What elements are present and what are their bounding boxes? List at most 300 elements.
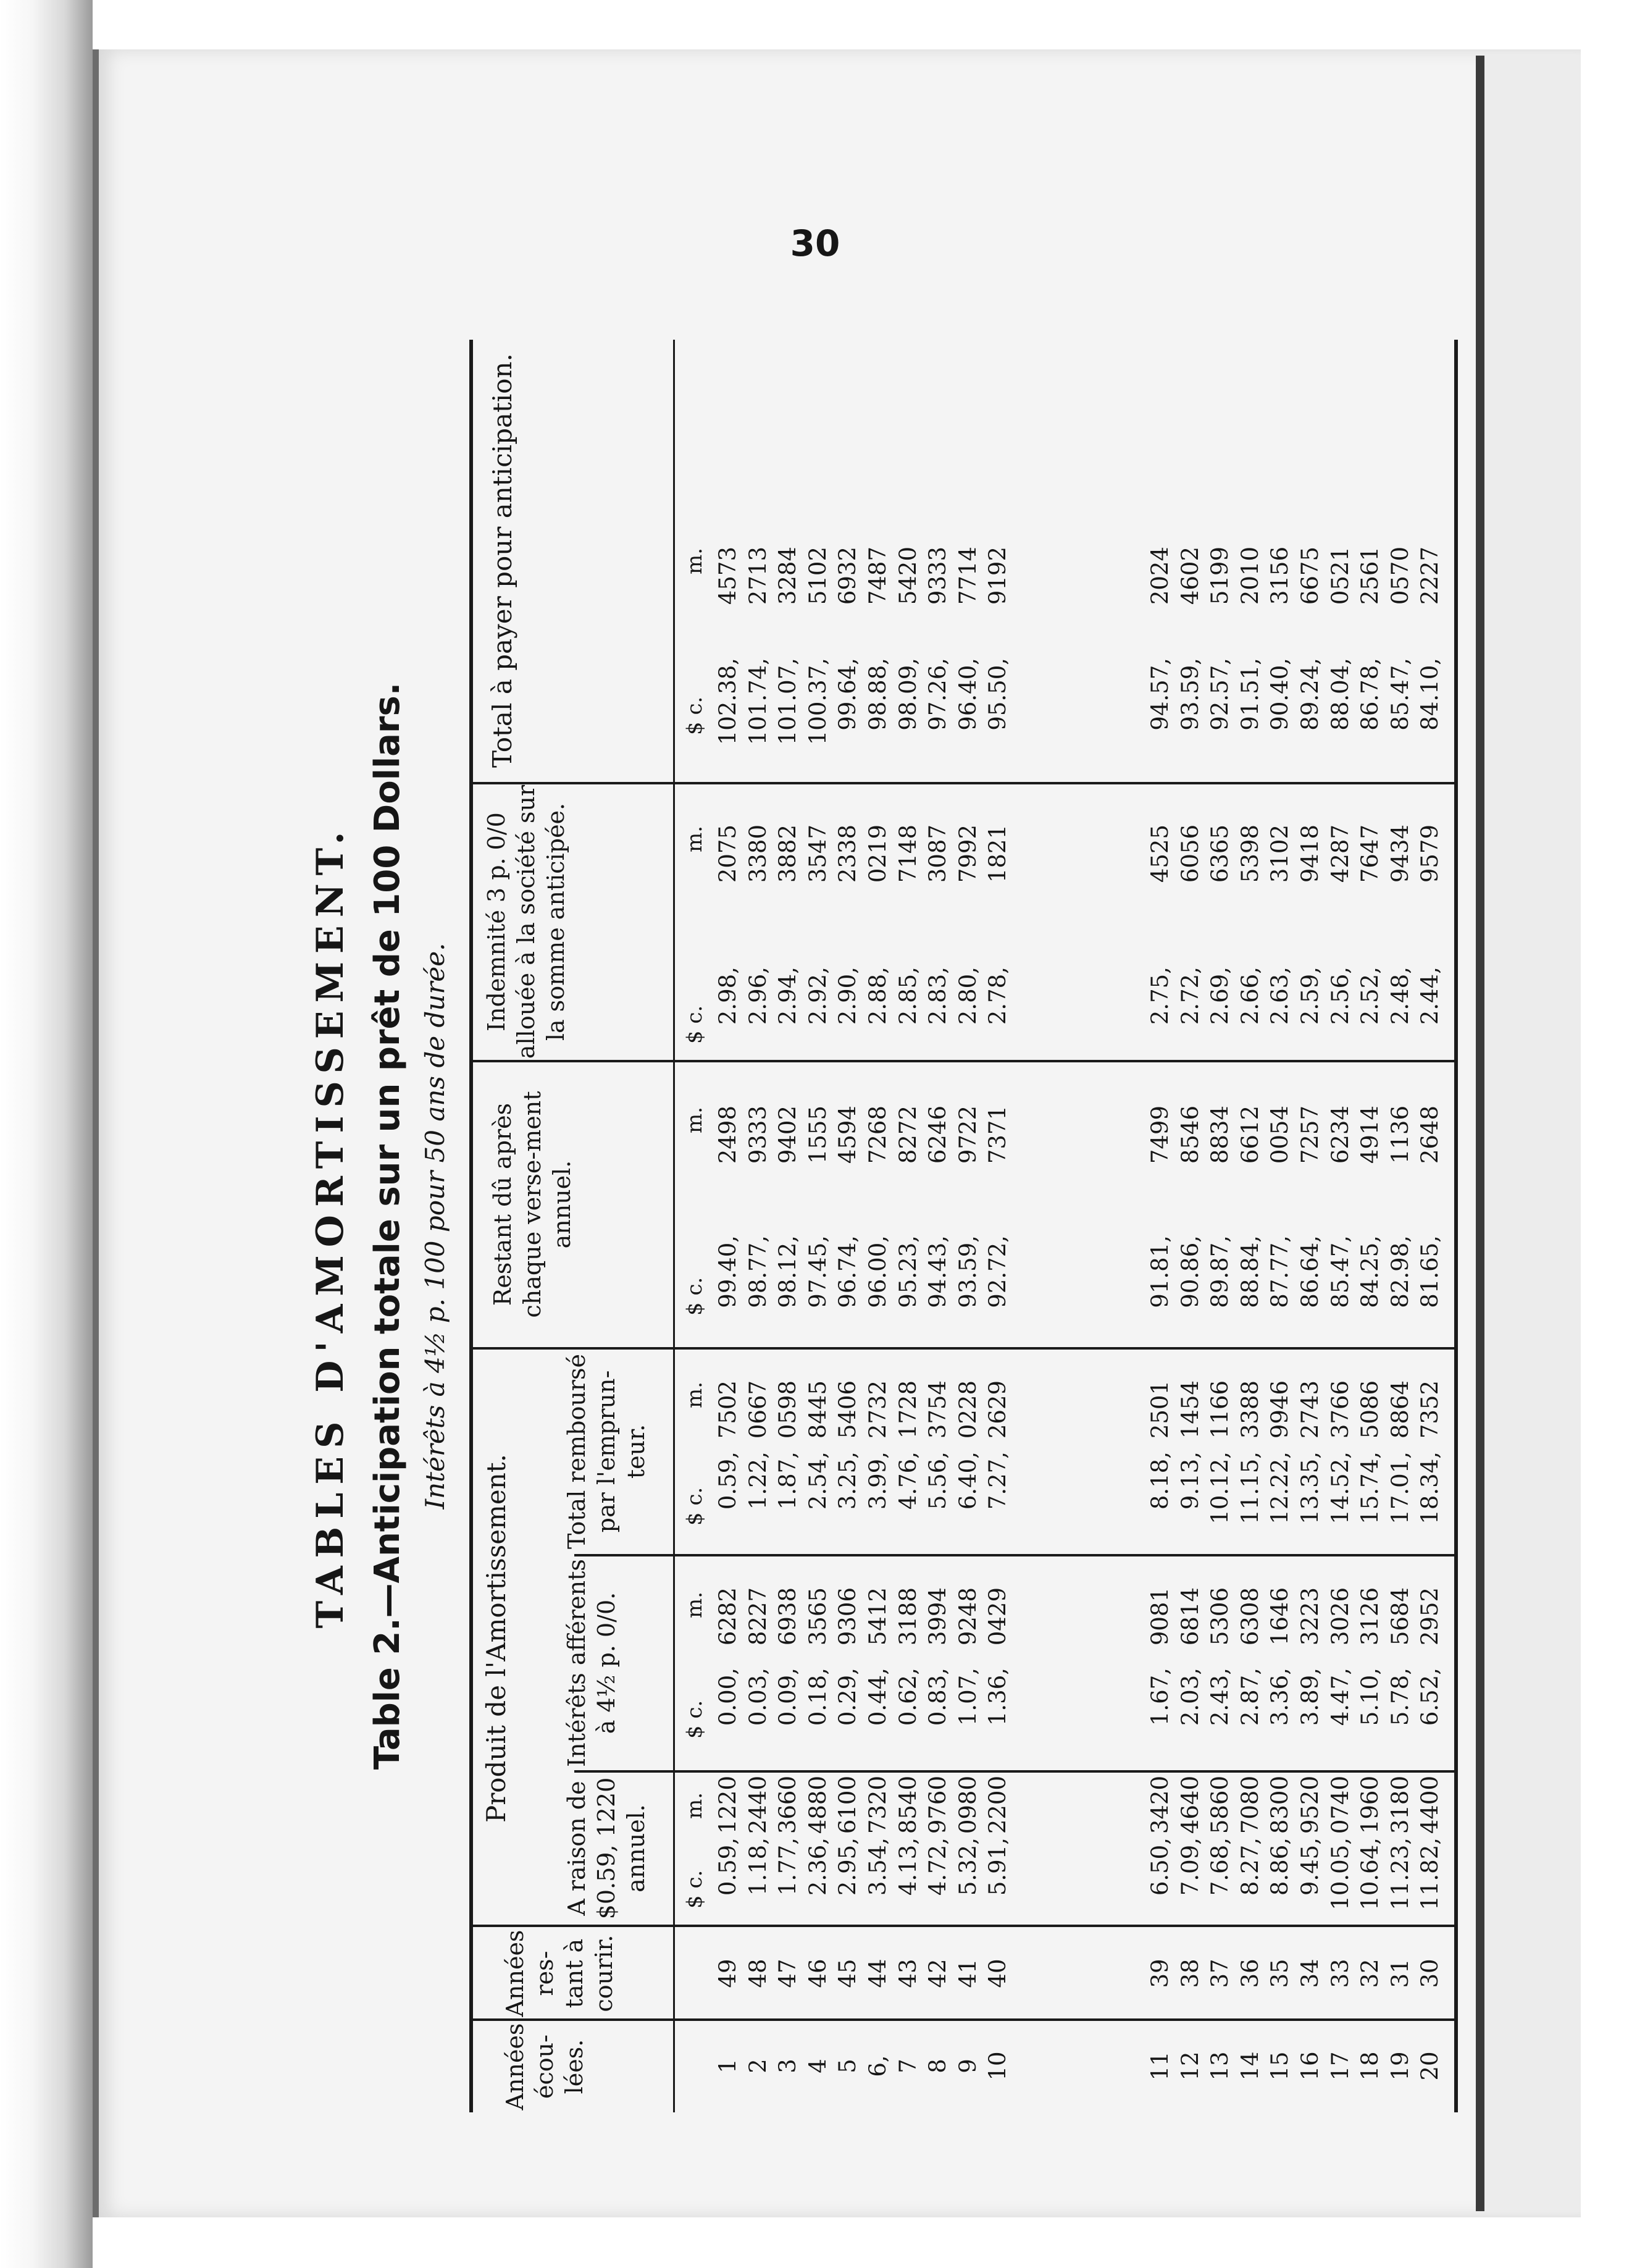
cell-total-rembourse-dc: 5.56,	[924, 1451, 952, 1510]
cell-restant-m: 8272	[894, 1106, 921, 1164]
cell-indemnite-m: 6365	[1207, 825, 1234, 883]
cell-restant-dc: 96.74,	[834, 1235, 861, 1308]
cell-annees-restant: 43	[894, 1959, 921, 1988]
cell-annees-ecoulees: 18	[1357, 2051, 1384, 2081]
cell-annees-ecoulees: 4	[804, 2059, 831, 2073]
cell-restant-dc: 96.00,	[864, 1235, 891, 1308]
cell-interets-dc: 2.03,	[1176, 1668, 1203, 1726]
cell-indemnite-m: 9434	[1386, 825, 1413, 883]
cell-total-rembourse-dc: 17.01,	[1386, 1451, 1413, 1524]
cell-annees-ecoulees: 2	[744, 2059, 771, 2073]
cell-total-rembourse-dc: 8.18,	[1147, 1451, 1173, 1510]
cell-indemnite-dc: 2.48,	[1386, 967, 1413, 1025]
cell-total-payer-m: 6675	[1297, 547, 1323, 605]
header-interets: Intérêts afférents à 4½ p. 0/0.	[563, 1559, 620, 1767]
cell-restant-m: 6246	[924, 1106, 952, 1164]
header-total-rembourse: Total remboursé par l'emprun-teur.	[563, 1354, 650, 1549]
cell-interets-m: 5684	[1386, 1587, 1413, 1646]
cell-total-rembourse-m: 3388	[1236, 1380, 1263, 1439]
cell-restant-m: 0054	[1266, 1106, 1294, 1164]
cell-interets-m: 0429	[984, 1587, 1011, 1646]
unit-mills: m.	[682, 825, 707, 852]
cell-total-rembourse-dc: 11.15,	[1236, 1451, 1263, 1524]
cell-total-rembourse-m: 2743	[1297, 1380, 1323, 1439]
cell-total-rembourse-dc: 2.54,	[804, 1451, 831, 1510]
cell-indemnite-m: 4525	[1147, 825, 1173, 883]
cell-total-rembourse-dc: 1.87,	[774, 1451, 802, 1510]
cell-total-payer-m: 6932	[834, 547, 861, 605]
cell-restant-dc: 98.12,	[774, 1235, 802, 1308]
cell-restant-dc: 99.40,	[714, 1235, 741, 1308]
unit-dollars-cents: $ c.	[682, 1005, 707, 1044]
cell-total-payer-dc: 93.59,	[1176, 658, 1203, 731]
cell-a-raison-m: 4640	[1176, 1776, 1203, 1834]
cell-total-payer-dc: 91.51,	[1236, 658, 1263, 731]
unit-dollars-cents: $ c.	[682, 1487, 707, 1526]
cell-annees-ecoulees: 11	[1147, 2051, 1173, 2081]
cell-a-raison-dc: 6.50,	[1147, 1838, 1173, 1896]
cell-restant-dc: 84.25,	[1357, 1235, 1384, 1308]
facing-page-edge	[1484, 56, 1581, 2211]
rotated-table-block	[309, 340, 1457, 2112]
cell-total-rembourse-m: 2629	[984, 1380, 1011, 1439]
cell-a-raison-m: 4880	[804, 1776, 831, 1834]
cell-a-raison-dc: 2.95,	[834, 1838, 861, 1896]
cell-restant-m: 8546	[1176, 1106, 1203, 1164]
cell-a-raison-m: 1220	[714, 1776, 741, 1834]
cell-total-rembourse-dc: 0.59,	[714, 1451, 741, 1510]
cell-total-rembourse-dc: 3.25,	[834, 1451, 861, 1510]
cell-indemnite-m: 5398	[1236, 825, 1263, 883]
cell-restant-m: 6612	[1236, 1106, 1263, 1164]
cell-total-payer-m: 5102	[804, 547, 831, 605]
cell-total-payer-dc: 97.26,	[924, 658, 952, 731]
cell-interets-m: 9306	[834, 1587, 861, 1646]
cell-a-raison-dc: 1.18,	[744, 1838, 771, 1896]
cell-restant-m: 2648	[1417, 1106, 1444, 1164]
cell-interets-dc: 0.83,	[924, 1668, 952, 1726]
cell-interets-m: 9081	[1147, 1587, 1173, 1646]
cell-a-raison-dc: 4.13,	[894, 1838, 921, 1896]
cell-annees-ecoulees: 8	[924, 2059, 952, 2073]
cell-total-rembourse-m: 2732	[864, 1380, 891, 1439]
scan-right-margin	[1581, 0, 1645, 2268]
cell-annees-restant: 38	[1176, 1959, 1203, 1988]
cell-interets-m: 9248	[954, 1587, 981, 1646]
cell-interets-m: 3188	[894, 1587, 921, 1646]
cell-total-rembourse-m: 3754	[924, 1380, 952, 1439]
header-total-a-payer: Total à payer pour anticipation.	[487, 353, 517, 768]
cell-interets-m: 3126	[1357, 1587, 1384, 1646]
cell-restant-m: 8834	[1207, 1106, 1234, 1164]
cell-restant-m: 1136	[1386, 1106, 1413, 1164]
cell-total-rembourse-m: 2501	[1147, 1380, 1173, 1439]
cell-annees-restant: 34	[1297, 1959, 1323, 1988]
cell-a-raison-dc: 10.64,	[1357, 1838, 1384, 1910]
cell-total-payer-m: 0521	[1326, 547, 1354, 605]
header-a-raison: A raison de $0.59, 1220 annuel.	[563, 1777, 650, 1920]
cell-interets-dc: 6.52,	[1417, 1668, 1444, 1726]
cell-indemnite-dc: 2.98,	[714, 967, 741, 1025]
cell-annees-restant: 31	[1386, 1959, 1413, 1988]
column-rule	[574, 1554, 1456, 1556]
cell-total-payer-m: 2227	[1417, 547, 1444, 605]
unit-dollars-cents: $ c.	[682, 696, 707, 735]
cell-a-raison-dc: 4.72,	[924, 1838, 952, 1896]
cell-total-rembourse-dc: 10.12,	[1207, 1451, 1234, 1524]
cell-total-rembourse-m: 0667	[744, 1380, 771, 1439]
header-produit-amortissement: Produit de l'Amortissement.	[481, 1453, 511, 1823]
page-number: 30	[790, 222, 840, 264]
cell-a-raison-dc: 11.82,	[1417, 1838, 1444, 1910]
cell-annees-ecoulees: 20	[1417, 2051, 1444, 2081]
cell-restant-m: 2498	[714, 1106, 741, 1164]
cell-total-payer-m: 5199	[1207, 547, 1234, 605]
cell-interets-dc: 0.09,	[774, 1668, 802, 1726]
cell-restant-m: 9333	[744, 1106, 771, 1164]
cell-interets-m: 6814	[1176, 1587, 1203, 1646]
cell-total-rembourse-dc: 12.22,	[1266, 1451, 1294, 1524]
cell-total-payer-dc: 102.38,	[714, 658, 741, 746]
cell-interets-dc: 0.03,	[744, 1668, 771, 1726]
cell-total-rembourse-dc: 15.74,	[1357, 1451, 1384, 1524]
table-subtitle: Table 2.—Anticipation totale sur un prêt de 100 Dollars.	[367, 682, 408, 1770]
cell-total-payer-dc: 101.74,	[744, 658, 771, 746]
cell-restant-m: 1555	[804, 1106, 831, 1164]
cell-total-payer-m: 4573	[714, 547, 741, 605]
cell-total-payer-m: 0570	[1386, 547, 1413, 605]
cell-total-payer-dc: 90.40,	[1266, 658, 1294, 731]
cell-annees-ecoulees: 3	[774, 2059, 802, 2073]
cell-total-payer-dc: 92.57,	[1207, 658, 1234, 731]
cell-indemnite-m: 3380	[744, 825, 771, 883]
cell-total-payer-m: 9333	[924, 547, 952, 605]
cell-indemnite-m: 7148	[894, 825, 921, 883]
cell-total-payer-m: 7487	[864, 547, 891, 605]
cell-restant-dc: 98.77,	[744, 1235, 771, 1308]
cell-total-rembourse-dc: 13.35,	[1297, 1451, 1323, 1524]
cell-a-raison-dc: 3.54,	[864, 1838, 891, 1896]
cell-indemnite-m: 3087	[924, 825, 952, 883]
header-annees-ecoulees: Années écou-lées.	[501, 2023, 588, 2110]
cell-restant-m: 7499	[1147, 1106, 1173, 1164]
cell-total-rembourse-m: 1166	[1207, 1380, 1234, 1439]
cell-interets-dc: 0.29,	[834, 1668, 861, 1726]
cell-interets-dc: 1.67,	[1147, 1668, 1173, 1726]
cell-restant-m: 9722	[954, 1106, 981, 1164]
cell-total-payer-m: 2010	[1236, 547, 1263, 605]
cell-a-raison-m: 3180	[1386, 1776, 1413, 1834]
cell-indemnite-m: 9579	[1417, 825, 1444, 883]
cell-indemnite-m: 2338	[834, 825, 861, 883]
cell-interets-dc: 5.78,	[1386, 1668, 1413, 1726]
cell-interets-dc: 3.89,	[1297, 1668, 1323, 1726]
cell-total-payer-m: 5420	[894, 547, 921, 605]
cell-total-payer-dc: 88.04,	[1326, 658, 1354, 731]
cell-annees-ecoulees: 6,	[864, 2055, 891, 2077]
cell-annees-restant: 44	[864, 1959, 891, 1988]
cell-total-payer-dc: 99.64,	[834, 658, 861, 731]
cell-a-raison-m: 1960	[1357, 1776, 1384, 1834]
cell-annees-ecoulees: 5	[834, 2059, 861, 2073]
cell-indemnite-m: 9418	[1297, 825, 1323, 883]
unit-mills: m.	[682, 1381, 707, 1408]
cell-interets-m: 3223	[1297, 1587, 1323, 1646]
header-indemnite: Indemnité 3 p. 0/0 allouée à la société sur la somme anticipée.	[483, 784, 569, 1059]
cell-annees-ecoulees: 15	[1266, 2051, 1294, 2081]
cell-total-rembourse-dc: 7.27,	[984, 1451, 1011, 1510]
cell-total-payer-m: 7714	[954, 547, 981, 605]
cell-annees-restant: 48	[744, 1959, 771, 1988]
cell-interets-dc: 0.44,	[864, 1668, 891, 1726]
cell-total-rembourse-m: 0228	[954, 1380, 981, 1439]
cell-a-raison-dc: 9.45,	[1297, 1838, 1323, 1896]
page-title: TABLES D'AMORTISSEMENT.	[309, 823, 352, 1629]
cell-indemnite-dc: 2.80,	[954, 967, 981, 1025]
cell-interets-m: 6938	[774, 1587, 802, 1646]
cell-annees-restant: 37	[1207, 1959, 1234, 1988]
cell-total-payer-dc: 98.88,	[864, 658, 891, 731]
cell-a-raison-dc: 5.32,	[954, 1838, 981, 1896]
cell-total-rembourse-dc: 1.22,	[744, 1451, 771, 1510]
cell-indemnite-m: 1821	[984, 825, 1011, 883]
cell-a-raison-dc: 2.36,	[804, 1838, 831, 1896]
cell-total-payer-dc: 94.57,	[1147, 658, 1173, 731]
cell-total-payer-dc: 98.09,	[894, 658, 921, 731]
cell-indemnite-dc: 2.59,	[1297, 967, 1323, 1025]
cell-annees-restant: 49	[714, 1959, 741, 1988]
interest-line: Intérêts à 4½ p. 100 pour 50 ans de durée.	[420, 943, 450, 1510]
cell-indemnite-m: 7992	[954, 825, 981, 883]
cell-total-rembourse-m: 9946	[1266, 1380, 1294, 1439]
cell-interets-m: 5412	[864, 1587, 891, 1646]
cell-indemnite-m: 3547	[804, 825, 831, 883]
cell-total-payer-m: 3284	[774, 547, 802, 605]
cell-annees-restant: 45	[834, 1959, 861, 1988]
cell-total-payer-dc: 101.07,	[774, 658, 802, 746]
cell-a-raison-dc: 8.27,	[1236, 1838, 1263, 1896]
cell-indemnite-dc: 2.44,	[1417, 967, 1444, 1025]
cell-a-raison-dc: 8.86,	[1266, 1838, 1294, 1896]
cell-restant-dc: 88.84,	[1236, 1235, 1263, 1308]
cell-annees-ecoulees: 9	[954, 2059, 981, 2073]
cell-total-rembourse-m: 5086	[1357, 1380, 1384, 1439]
cell-annees-ecoulees: 14	[1236, 2051, 1263, 2081]
table-bottom-rule	[1454, 340, 1458, 2112]
cell-annees-restant: 35	[1266, 1959, 1294, 1988]
cell-annees-ecoulees: 10	[984, 2051, 1011, 2081]
cell-interets-dc: 1.07,	[954, 1668, 981, 1726]
cell-interets-m: 5306	[1207, 1587, 1234, 1646]
cell-total-payer-m: 2024	[1147, 547, 1173, 605]
cell-a-raison-dc: 7.09,	[1176, 1838, 1203, 1896]
cell-restant-m: 7257	[1297, 1106, 1323, 1164]
cell-interets-m: 3026	[1326, 1587, 1354, 1646]
cell-a-raison-m: 0980	[954, 1776, 981, 1834]
unit-mills: m.	[682, 1106, 707, 1133]
cell-total-rembourse-m: 8445	[804, 1380, 831, 1439]
cell-a-raison-m: 5860	[1207, 1776, 1234, 1834]
cell-indemnite-dc: 2.56,	[1326, 967, 1354, 1025]
column-rule	[469, 782, 1456, 784]
cell-a-raison-dc: 10.05,	[1326, 1838, 1354, 1910]
cell-total-payer-m: 3156	[1266, 547, 1294, 605]
cell-total-rembourse-m: 3766	[1326, 1380, 1354, 1439]
cell-total-rembourse-m: 1728	[894, 1380, 921, 1439]
unit-mills: m.	[682, 1591, 707, 1618]
scan-binding-edge	[0, 0, 93, 2268]
cell-interets-dc: 0.62,	[894, 1668, 921, 1726]
cell-a-raison-m: 3420	[1147, 1776, 1173, 1834]
cell-interets-dc: 4.47,	[1326, 1668, 1354, 1726]
cell-total-rembourse-dc: 14.52,	[1326, 1451, 1354, 1524]
header-bottom-rule	[673, 340, 675, 2112]
cell-annees-restant: 47	[774, 1959, 802, 1988]
cell-annees-restant: 39	[1147, 1959, 1173, 1988]
cell-interets-m: 3994	[924, 1587, 952, 1646]
cell-interets-m: 3565	[804, 1587, 831, 1646]
cell-interets-m: 6282	[714, 1587, 741, 1646]
cell-total-payer-m: 4602	[1176, 547, 1203, 605]
cell-total-payer-dc: 96.40,	[954, 658, 981, 731]
cell-restant-dc: 94.43,	[924, 1235, 952, 1308]
cell-annees-ecoulees: 17	[1326, 2051, 1354, 2081]
cell-a-raison-dc: 5.91,	[984, 1838, 1011, 1896]
cell-total-rembourse-m: 5406	[834, 1380, 861, 1439]
cell-restant-dc: 89.87,	[1207, 1235, 1234, 1308]
cell-a-raison-dc: 1.77,	[774, 1838, 802, 1896]
cell-indemnite-m: 6056	[1176, 825, 1203, 883]
cell-indemnite-m: 0219	[864, 825, 891, 883]
cell-annees-ecoulees: 7	[894, 2059, 921, 2073]
cell-total-rembourse-dc: 3.99,	[864, 1451, 891, 1510]
cell-indemnite-dc: 2.66,	[1236, 967, 1263, 1025]
cell-total-payer-dc: 86.78,	[1357, 658, 1384, 731]
cell-interets-m: 8227	[744, 1587, 771, 1646]
cell-indemnite-m: 7647	[1357, 825, 1384, 883]
cell-restant-dc: 97.45,	[804, 1235, 831, 1308]
cell-restant-m: 6234	[1326, 1106, 1354, 1164]
cell-annees-ecoulees: 1	[714, 2059, 741, 2073]
cell-a-raison-m: 7080	[1236, 1776, 1263, 1834]
cell-interets-dc: 5.10,	[1357, 1668, 1384, 1726]
unit-mills: m.	[682, 1792, 707, 1819]
cell-annees-ecoulees: 16	[1297, 2051, 1323, 2081]
cell-annees-restant: 32	[1357, 1959, 1384, 1988]
cell-total-payer-m: 9192	[984, 547, 1011, 605]
cell-total-rembourse-dc: 6.40,	[954, 1451, 981, 1510]
cell-total-rembourse-m: 7352	[1417, 1380, 1444, 1439]
cell-restant-dc: 82.98,	[1386, 1235, 1413, 1308]
cell-restant-m: 4594	[834, 1106, 861, 1164]
cell-indemnite-dc: 2.96,	[744, 967, 771, 1025]
cell-total-rembourse-m: 7502	[714, 1380, 741, 1439]
cell-restant-dc: 90.86,	[1176, 1235, 1203, 1308]
cell-indemnite-dc: 2.69,	[1207, 967, 1234, 1025]
cell-indemnite-m: 3882	[774, 825, 802, 883]
cell-total-rembourse-m: 8864	[1386, 1380, 1413, 1439]
column-rule	[469, 1060, 1456, 1062]
cell-indemnite-dc: 2.83,	[924, 967, 952, 1025]
cell-restant-dc: 91.81,	[1147, 1235, 1173, 1308]
cell-total-rembourse-dc: 4.76,	[894, 1451, 921, 1510]
cell-restant-dc: 81.65,	[1417, 1235, 1444, 1308]
cell-interets-m: 1646	[1266, 1587, 1294, 1646]
cell-total-rembourse-m: 1454	[1176, 1380, 1203, 1439]
cell-total-rembourse-dc: 9.13,	[1176, 1451, 1203, 1510]
cell-restant-dc: 86.64,	[1297, 1235, 1323, 1308]
cell-annees-restant: 42	[924, 1959, 952, 1988]
cell-indemnite-dc: 2.88,	[864, 967, 891, 1025]
cell-indemnite-m: 2075	[714, 825, 741, 883]
cell-interets-dc: 2.43,	[1207, 1668, 1234, 1726]
unit-dollars-cents: $ c.	[682, 1277, 707, 1316]
cell-a-raison-m: 2440	[744, 1776, 771, 1834]
cell-interets-m: 6308	[1236, 1587, 1263, 1646]
cell-a-raison-m: 0740	[1326, 1776, 1354, 1834]
cell-a-raison-m: 8540	[894, 1776, 921, 1834]
cell-a-raison-m: 7320	[864, 1776, 891, 1834]
cell-total-payer-m: 2561	[1357, 547, 1384, 605]
cell-interets-dc: 2.87,	[1236, 1668, 1263, 1726]
cell-restant-m: 4914	[1357, 1106, 1384, 1164]
cell-indemnite-dc: 2.85,	[894, 967, 921, 1025]
cell-total-rembourse-m: 0598	[774, 1380, 802, 1439]
cell-annees-ecoulees: 19	[1386, 2051, 1413, 2081]
table-top-rule	[469, 340, 473, 2112]
cell-a-raison-m: 2200	[984, 1776, 1011, 1834]
cell-indemnite-m: 4287	[1326, 825, 1354, 883]
cell-interets-m: 2952	[1417, 1587, 1444, 1646]
cell-restant-dc: 85.47,	[1326, 1235, 1354, 1308]
cell-interets-dc: 0.00,	[714, 1668, 741, 1726]
cell-restant-m: 7371	[984, 1106, 1011, 1164]
cell-total-payer-dc: 89.24,	[1297, 658, 1323, 731]
cell-total-payer-dc: 100.37,	[804, 658, 831, 746]
cell-a-raison-m: 8300	[1266, 1776, 1294, 1834]
cell-annees-ecoulees: 13	[1207, 2051, 1234, 2081]
amortization-table	[469, 340, 1457, 2112]
cell-annees-restant: 41	[954, 1959, 981, 1988]
cell-total-rembourse-dc: 18.34,	[1417, 1451, 1444, 1524]
unit-dollars-cents: $ c.	[682, 1700, 707, 1739]
cell-interets-dc: 0.18,	[804, 1668, 831, 1726]
column-rule	[574, 1770, 1456, 1773]
page-gutter-line	[1476, 56, 1484, 2211]
unit-dollars-cents: $ c.	[682, 1870, 707, 1909]
cell-a-raison-m: 3660	[774, 1776, 802, 1834]
cell-indemnite-dc: 2.72,	[1176, 967, 1203, 1025]
cell-a-raison-m: 6100	[834, 1776, 861, 1834]
cell-interets-dc: 1.36,	[984, 1668, 1011, 1726]
cell-a-raison-m: 9760	[924, 1776, 952, 1834]
header-annees-restant: Années res-tant à courir.	[501, 1930, 617, 2017]
cell-indemnite-dc: 2.63,	[1266, 967, 1294, 1025]
cell-total-payer-dc: 95.50,	[984, 658, 1011, 731]
cell-annees-ecoulees: 12	[1176, 2051, 1203, 2081]
cell-restant-m: 9402	[774, 1106, 802, 1164]
cell-restant-dc: 93.59,	[954, 1235, 981, 1308]
cell-restant-dc: 92.72,	[984, 1235, 1011, 1308]
cell-annees-restant: 40	[984, 1959, 1011, 1988]
cell-total-payer-m: 2713	[744, 547, 771, 605]
cell-a-raison-dc: 0.59,	[714, 1838, 741, 1896]
cell-indemnite-dc: 2.75,	[1147, 967, 1173, 1025]
cell-a-raison-m: 9520	[1297, 1776, 1323, 1834]
cell-interets-dc: 3.36,	[1266, 1668, 1294, 1726]
cell-total-payer-dc: 85.47,	[1386, 658, 1413, 731]
cell-a-raison-m: 4400	[1417, 1776, 1444, 1834]
